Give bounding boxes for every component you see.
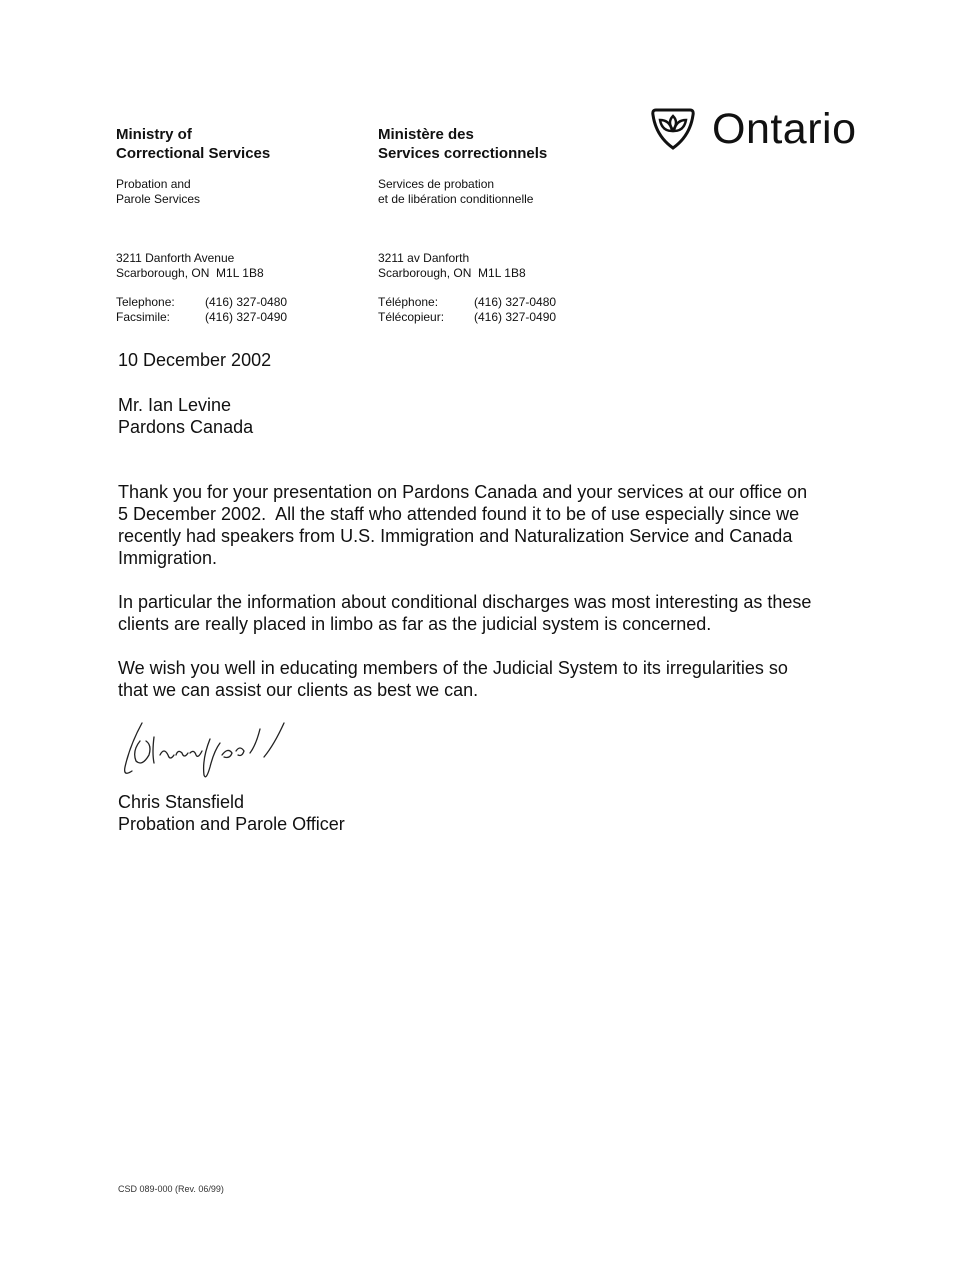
paragraph-line: Thank you for your presentation on Pardons Canada and your services at our office on	[118, 482, 808, 502]
paragraph-line: clients are really placed in limbo as far as the judicial system is concerned.	[118, 614, 712, 634]
phone-label-fr: Téléphone:	[378, 295, 439, 309]
contact-fr	[378, 295, 608, 325]
recipient-block	[118, 394, 253, 438]
letterhead-french	[378, 125, 608, 325]
paragraph-line: Immigration.	[118, 548, 218, 568]
recipient-organization: Pardons Canada	[118, 417, 254, 437]
address-en	[116, 251, 346, 281]
phone-value-fr: (416) 327-0480	[474, 295, 557, 309]
letterhead-english	[116, 125, 346, 325]
trillium-icon	[650, 106, 696, 152]
ontario-wordmark: Ontario	[712, 105, 857, 153]
letter-paragraph-1	[118, 481, 878, 569]
unit-name-en	[116, 177, 346, 207]
unit-name-en-line2: Parole Services	[116, 192, 201, 206]
phone-label-en: Telephone:	[116, 295, 175, 309]
ministry-name-en-line2: Correctional Services	[116, 145, 271, 162]
paragraph-line: We wish you well in educating members of the Judicial System to its irregularities so	[118, 658, 788, 678]
phone-row-en	[116, 295, 346, 310]
unit-name-en-line1: Probation and	[116, 177, 191, 191]
address-en-line1: 3211 Danforth Avenue	[116, 251, 235, 265]
letter-date: 10 December 2002	[118, 350, 272, 370]
paragraph-line: recently had speakers from U.S. Immigration and Naturalization Service and Canada	[118, 526, 793, 546]
fax-value-en: (416) 327-0490	[205, 310, 288, 324]
fax-label-en: Facsimile:	[116, 310, 171, 324]
paragraph-line: In particular the information about conditional discharges was most interesting as these	[118, 592, 812, 612]
ministry-name-en-line1: Ministry of	[116, 126, 192, 143]
fax-label-fr: Télécopieur:	[378, 310, 445, 324]
ontario-logo	[650, 105, 857, 153]
address-fr	[378, 251, 608, 281]
signer-name: Chris Stansfield	[118, 792, 245, 812]
handwritten-signature	[116, 715, 306, 785]
letter-paragraph-2	[118, 591, 878, 635]
letter-paragraph-3	[118, 657, 878, 701]
ministry-name-en	[116, 125, 346, 163]
unit-name-fr	[378, 177, 608, 207]
address-en-line2: Scarborough, ON M1L 1B8	[116, 266, 264, 280]
paragraph-line: that we can assist our clients as best we can.	[118, 680, 479, 700]
fax-row-en	[116, 310, 346, 325]
fax-row-fr	[378, 310, 608, 325]
phone-row-fr	[378, 295, 608, 310]
form-code: CSD 089-000 (Rev. 06/99)	[118, 1184, 224, 1194]
recipient-name: Mr. Ian Levine	[118, 395, 232, 415]
unit-name-fr-line2: et de libération conditionnelle	[378, 192, 534, 206]
ministry-name-fr	[378, 125, 608, 163]
paragraph-line: 5 December 2002. All the staff who attended found it to be of use especially since we	[118, 504, 800, 524]
unit-name-fr-line1: Services de probation	[378, 177, 495, 191]
ministry-name-fr-line2: Services correctionnels	[378, 145, 548, 162]
signer-title: Probation and Parole Officer	[118, 814, 345, 834]
fax-value-fr: (416) 327-0490	[474, 310, 557, 324]
phone-value-en: (416) 327-0480	[205, 295, 288, 309]
ministry-name-fr-line1: Ministère des	[378, 126, 474, 143]
contact-en	[116, 295, 346, 325]
signer-block	[118, 791, 345, 835]
address-fr-line1: 3211 av Danforth	[378, 251, 470, 265]
address-fr-line2: Scarborough, ON M1L 1B8	[378, 266, 526, 280]
